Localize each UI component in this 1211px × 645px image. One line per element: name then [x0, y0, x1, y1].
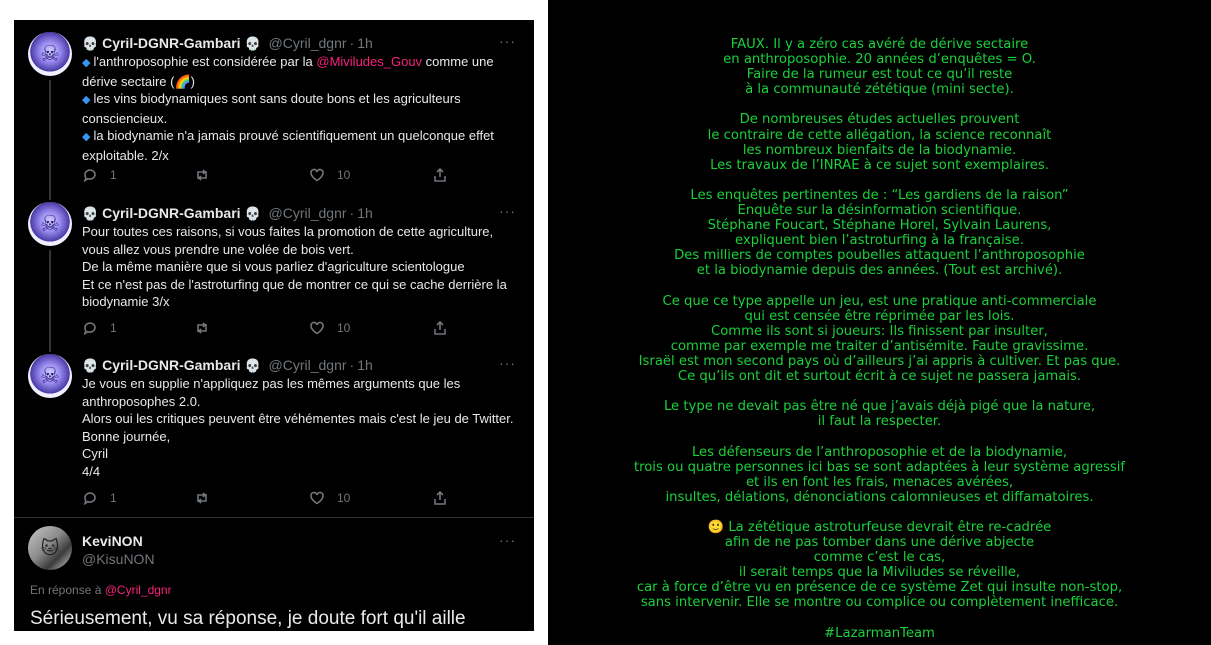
manifesto-line: Le type ne devait pas être né que j’avais déjà pigé que la nature, [663, 399, 1096, 415]
cat-photo-icon: 🐱 [40, 538, 60, 558]
thread-connector [49, 342, 51, 352]
skull-emoji: 💀 [82, 36, 99, 51]
manifesto-line: Les travaux de l’INRAE à ce sujet sont exemplaires. [710, 157, 1049, 173]
alien-skull-icon: ☠ [40, 41, 60, 66]
more-options-icon[interactable]: ··· [499, 203, 516, 219]
share-icon [432, 490, 448, 506]
display-name[interactable]: KeviNON [82, 533, 143, 549]
display-name[interactable]: Cyril-DGNR-Gambari [102, 205, 241, 221]
handle[interactable]: @Cyril_dgnr [268, 205, 347, 221]
thread-connector [49, 250, 51, 342]
manifesto-line: insultes, délations, dénonciations calomnieuses et diffamatoires. [665, 489, 1094, 505]
manifesto-line: le contraire de cette allégation, la science reconnaît [707, 127, 1052, 143]
manifesto-line: il serait temps que la Miviludes se réveille, [738, 565, 1021, 581]
tweet-header: 💀 Cyril-DGNR-Gambari 💀 @Cyril_dgnr · 1h [82, 357, 373, 373]
paragraph-gap [548, 97, 1211, 112]
manifesto-line: il faut la respecter. [817, 414, 942, 430]
manifesto-line: expliquent bien l’astroturfing à la française. [735, 233, 1024, 249]
manifesto-line: De nombreuses études actuelles prouvent [739, 112, 1020, 128]
reply-icon [82, 320, 98, 336]
thread-connector [49, 190, 51, 200]
manifesto-line: comme par exemple me traiter d’antisémite. Faute gravissime. [670, 338, 1089, 354]
tweet-actions [82, 319, 462, 337]
tweet-4-of-4[interactable] [14, 342, 534, 517]
tweet-2-of-x[interactable] [14, 20, 534, 190]
share-icon [432, 320, 448, 336]
retweet-button[interactable] [194, 489, 210, 507]
blue-diamond-icon: ◆ [82, 57, 91, 69]
manifesto-line: Des milliers de comptes poubelles attaquent l’anthroposophie [674, 248, 1085, 264]
manifesto-image [548, 0, 1211, 645]
reply-button[interactable] [82, 166, 117, 184]
reply-icon [82, 167, 98, 183]
reply-icon [82, 490, 98, 506]
mention-link[interactable]: @Miviludes_Gouv [316, 54, 423, 69]
manifesto-line: Les défenseurs de l’anthroposophie et de la biodynamie, [691, 444, 1068, 460]
manifesto-line: trois ou quatre personnes ici bas se sont adaptées à leur système agressif [633, 459, 1126, 475]
manifesto-line: les nombreux bienfaits de la biodynamie. [742, 142, 1017, 158]
timestamp[interactable]: 1h [357, 357, 373, 373]
manifesto-line: Ce que ce type appelle un jeu, est une pratique anti-commerciale [662, 293, 1097, 309]
display-name[interactable]: Cyril-DGNR-Gambari [102, 357, 241, 373]
paragraph-gap [548, 611, 1211, 626]
retweet-button[interactable] [194, 319, 210, 337]
twitter-thread [14, 20, 534, 631]
in-reply-to: En réponse à @Cyril_dgnr [30, 583, 172, 597]
like-button[interactable] [309, 319, 350, 337]
manifesto-line: 🙂 La zététique astroturfeuse devrait être re-cadrée [707, 520, 1052, 535]
avatar[interactable] [28, 354, 72, 398]
handle[interactable]: @Cyril_dgnr [268, 357, 347, 373]
manifesto-line: Enquête sur la désinformation scientifique. [737, 203, 1022, 219]
skull-emoji: 💀 [244, 206, 261, 221]
retweet-icon [194, 320, 210, 336]
like-count: 10 [337, 321, 351, 335]
retweet-button[interactable] [194, 166, 210, 184]
tweet-header: 💀 Cyril-DGNR-Gambari 💀 @Cyril_dgnr · 1h [82, 205, 373, 221]
manifesto-line: qui est censée être réprimée par les lois. [744, 308, 1015, 324]
tweet-3-of-x[interactable] [14, 190, 534, 342]
manifesto-line: Ce qu’ils ont dit et surtout écrit à ce sujet ne passera jamais. [677, 369, 1082, 385]
manifesto-line: #LazarmanTeam [824, 625, 935, 641]
heart-icon [309, 490, 325, 506]
skull-emoji: 💀 [244, 36, 261, 51]
share-button[interactable] [432, 489, 448, 507]
display-name[interactable]: Cyril-DGNR-Gambari [102, 35, 241, 51]
paragraph-gap [548, 384, 1211, 399]
reply-button[interactable] [82, 489, 117, 507]
reply-count: 1 [110, 168, 117, 182]
mention-link[interactable]: @Cyril_dgnr [104, 583, 172, 597]
screenshot-left-panel [0, 0, 548, 645]
like-count: 10 [337, 168, 351, 182]
share-button[interactable] [432, 319, 448, 337]
reply-count: 1 [110, 491, 117, 505]
paragraph-gap [548, 173, 1211, 188]
manifesto-line: Les enquêtes pertinentes de : “Les gardiens de la raison” [690, 187, 1069, 203]
more-options-icon[interactable]: ··· [499, 355, 516, 371]
manifesto-line: FAUX. Il y a zéro cas avéré de dérive sectaire [730, 37, 1029, 52]
alien-skull-icon: ☠ [40, 211, 60, 236]
retweet-icon [194, 490, 210, 506]
manifesto-text [548, 37, 1211, 641]
thread-connector [49, 80, 51, 190]
more-options-icon[interactable]: ··· [499, 532, 516, 548]
heart-icon [309, 167, 325, 183]
manifesto-line: afin de ne pas tomber dans une dérive abjecte [724, 535, 1035, 551]
manifesto-line: Israël est mon second pays où d’ailleurs j’ai appris à cultiver. Et pas que. [638, 353, 1121, 369]
more-options-icon[interactable]: ··· [499, 33, 516, 49]
avatar[interactable] [28, 32, 72, 76]
share-icon [432, 167, 448, 183]
tweet-actions [82, 489, 462, 507]
manifesto-line: Faire de la rumeur est tout ce qu’il reste [746, 67, 1013, 83]
retweet-icon [194, 167, 210, 183]
avatar[interactable] [28, 526, 72, 570]
like-button[interactable] [309, 489, 350, 507]
like-count: 10 [337, 491, 351, 505]
reply-text: Sérieusement, vu sa réponse, je doute fort qu'il aille [30, 608, 466, 629]
manifesto-line: sans intervenir. Elle se montre ou complice ou complètement inefficace. [640, 595, 1119, 611]
tweet-header: 💀 Cyril-DGNR-Gambari 💀 @Cyril_dgnr · 1h [82, 35, 373, 51]
handle[interactable]: @KisuNON [82, 551, 155, 567]
avatar[interactable] [28, 202, 72, 246]
reply-header [82, 532, 155, 568]
blue-diamond-icon: ◆ [82, 131, 91, 143]
timestamp[interactable]: 1h [357, 205, 373, 221]
skull-emoji: 💀 [82, 206, 99, 221]
manifesto-line: comme c’est le cas, [813, 550, 946, 566]
like-button[interactable] [309, 166, 350, 184]
paragraph-gap [548, 429, 1211, 444]
handle[interactable]: @Cyril_dgnr [268, 35, 347, 51]
manifesto-line: en anthroposophie. 20 années d’enquêtes = O. [723, 52, 1036, 68]
manifesto-line: car à force d’être vu en présence de ce système Zet qui insulte non-stop, [636, 580, 1123, 596]
manifesto-line: Stéphane Foucart, Stéphane Horel, Sylvain Laurens, [707, 218, 1052, 234]
paragraph-gap [548, 505, 1211, 520]
share-button[interactable] [432, 166, 448, 184]
timestamp[interactable]: 1h [357, 35, 373, 51]
heart-icon [309, 320, 325, 336]
reply-count: 1 [110, 321, 117, 335]
paragraph-gap [548, 279, 1211, 294]
skull-emoji: 💀 [244, 358, 261, 373]
tweet-text: Je vous en supplie n'appliquez pas les mêmes arguments que les anthroposophes 2.0. Alors oui les critiques peuvent être véhémentes mais c'est le jeu de Twitter. Bonne journée, Cyril 4/4 [82, 376, 514, 479]
manifesto-line: et ils en font les frais, menaces avérées, [745, 474, 1014, 490]
manifesto-line: à la communauté zététique (mini secte). [745, 82, 1014, 98]
tweet-text: Pour toutes ces raisons, si vous faites la promotion de cette agriculture, vous allez vous prendre une volée de bois vert. De la même manière que si vous parliez d'agriculture scientologue Et ce n'est pas de l'astroturfing que de montrer ce qui se cache derrière la biodynamie 3/x [82, 224, 507, 309]
reply-button[interactable] [82, 319, 117, 337]
tweet-text: ◆ l'anthroposophie est considérée par la @Miviludes_Gouv comme une dérive sectaire (🌈) ◆ les vins biodynamiques sont sans doute bons et les agriculteurs consciencieux. ◆ la biodynamie n'a jamais prouvé scientifiquement un quelconque effet exploitable. 2/x [82, 54, 494, 163]
tweet-actions [82, 166, 462, 184]
alien-skull-icon: ☠ [40, 363, 60, 388]
blue-diamond-icon: ◆ [82, 94, 91, 106]
skull-emoji: 💀 [82, 358, 99, 373]
manifesto-line: Comme ils sont si joueurs: Ils finissent par insulter, [711, 323, 1048, 339]
manifesto-line: et la biodynamie depuis des années. (Tout est archivé). [696, 263, 1063, 279]
